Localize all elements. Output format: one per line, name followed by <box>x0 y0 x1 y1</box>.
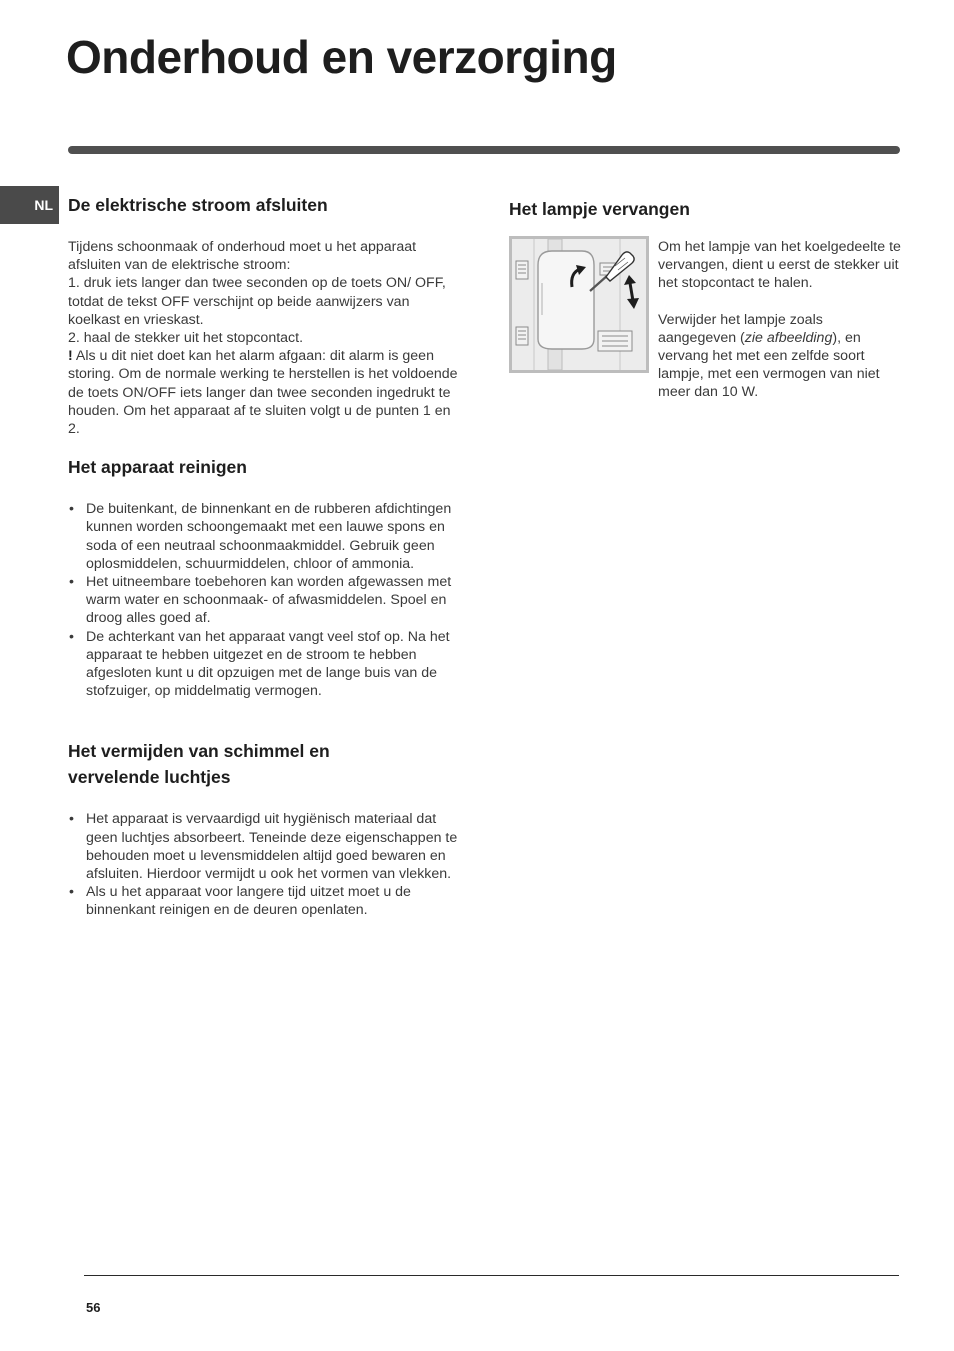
footer-rule <box>84 1275 899 1276</box>
power-warning <box>68 347 463 438</box>
left-column <box>68 192 463 920</box>
power-step-1: 1. druk iets langer dan twee seconden op de toets ON/ OFF, totdat de tekst OFF verschijnt op beide aanwijzers van koelkast en vrieskast. <box>68 275 446 328</box>
power-step-2: 2. haal de stekker uit het stopcontact. <box>68 330 304 347</box>
lamp-text <box>658 238 903 402</box>
mould-list <box>68 810 463 919</box>
page-number: 56 <box>86 1300 101 1315</box>
warning-mark: ! <box>68 348 73 365</box>
lamp-row <box>509 236 904 402</box>
mould-heading: Het vermijden van schimmel en vervelende luchtjes <box>68 741 330 788</box>
warning-text: Als u dit niet doet kan het alarm afgaan: dit alarm is geen storing. Om de normale werking te herstellen is het voldoende de toets ON/OFF iets langer dan twee seconden ingedrukt te houden. Om het apparaat af te sluiten volgt u de punten 1 en 2. <box>68 348 458 438</box>
lamp-para-2-reference: zie afbeelding <box>744 329 833 346</box>
right-column <box>509 196 904 402</box>
cleaning-heading: Het apparaat reinigen <box>68 457 247 478</box>
lamp-heading: Het lampje vervangen <box>509 199 690 219</box>
list-item: • Het uitneembare toebehoren kan worden afgewassen met warm water en schoonmaak- of afwasmiddelen. Spoel en droog alles goed af. <box>68 573 463 628</box>
power-heading: De elektrische stroom afsluiten <box>68 195 328 215</box>
title-rule <box>68 146 900 154</box>
list-item: • De achterkant van het apparaat vangt veel stof op. Na het apparaat te hebben uitgezet en de stroom te hebben afgesloten kunt u dit opzuigen met de lange buis van de stofzuiger, op middelmatig vermogen. <box>68 628 463 701</box>
lamp-illustration <box>509 236 649 373</box>
cleaning-list <box>68 500 463 700</box>
lamp-para-2-end: ), en vervang het met een zelfde soort lampje, met een vermogen van niet meer dan 10 W. <box>658 329 880 401</box>
lamp-para-1: Om het lampje van het koelgedeelte te vervangen, dient u eerst de stekker uit het stopcontact te halen. <box>658 239 901 292</box>
power-intro: Tijdens schoonmaak of onderhoud moet u het apparaat afsluiten van de elektrische stroom: <box>68 239 417 274</box>
language-tab: NL <box>0 186 59 224</box>
lamp-para-2-start: Verwijder het lampje zoals aangegeven ( <box>658 311 823 346</box>
power-body <box>68 238 463 438</box>
list-item: • Het apparaat is vervaardigd uit hygiënisch materiaal dat geen luchtjes absorbeert. Teneinde deze eigenschappen te behouden moet u levensmiddelen altijd goed bewaren en afsluiten. Hierdoor vermijdt u ook het vormen van vlekken. <box>68 810 463 883</box>
fridge-lamp-drawing <box>512 239 646 370</box>
page-title: Onderhoud en verzorging <box>66 31 617 83</box>
lamp-para-2 <box>658 311 903 402</box>
list-item: • Als u het apparaat voor langere tijd uitzet moet u de binnenkant reinigen en de deuren openlaten. <box>68 883 463 919</box>
list-item: • De buitenkant, de binnenkant en de rubberen afdichtingen kunnen worden schoongemaakt met een lauwe spons en soda of een neutraal schoonmaakmiddel. Gebruik geen oplosmiddelen, schuurmiddelen, chloor of ammonia. <box>68 500 463 573</box>
